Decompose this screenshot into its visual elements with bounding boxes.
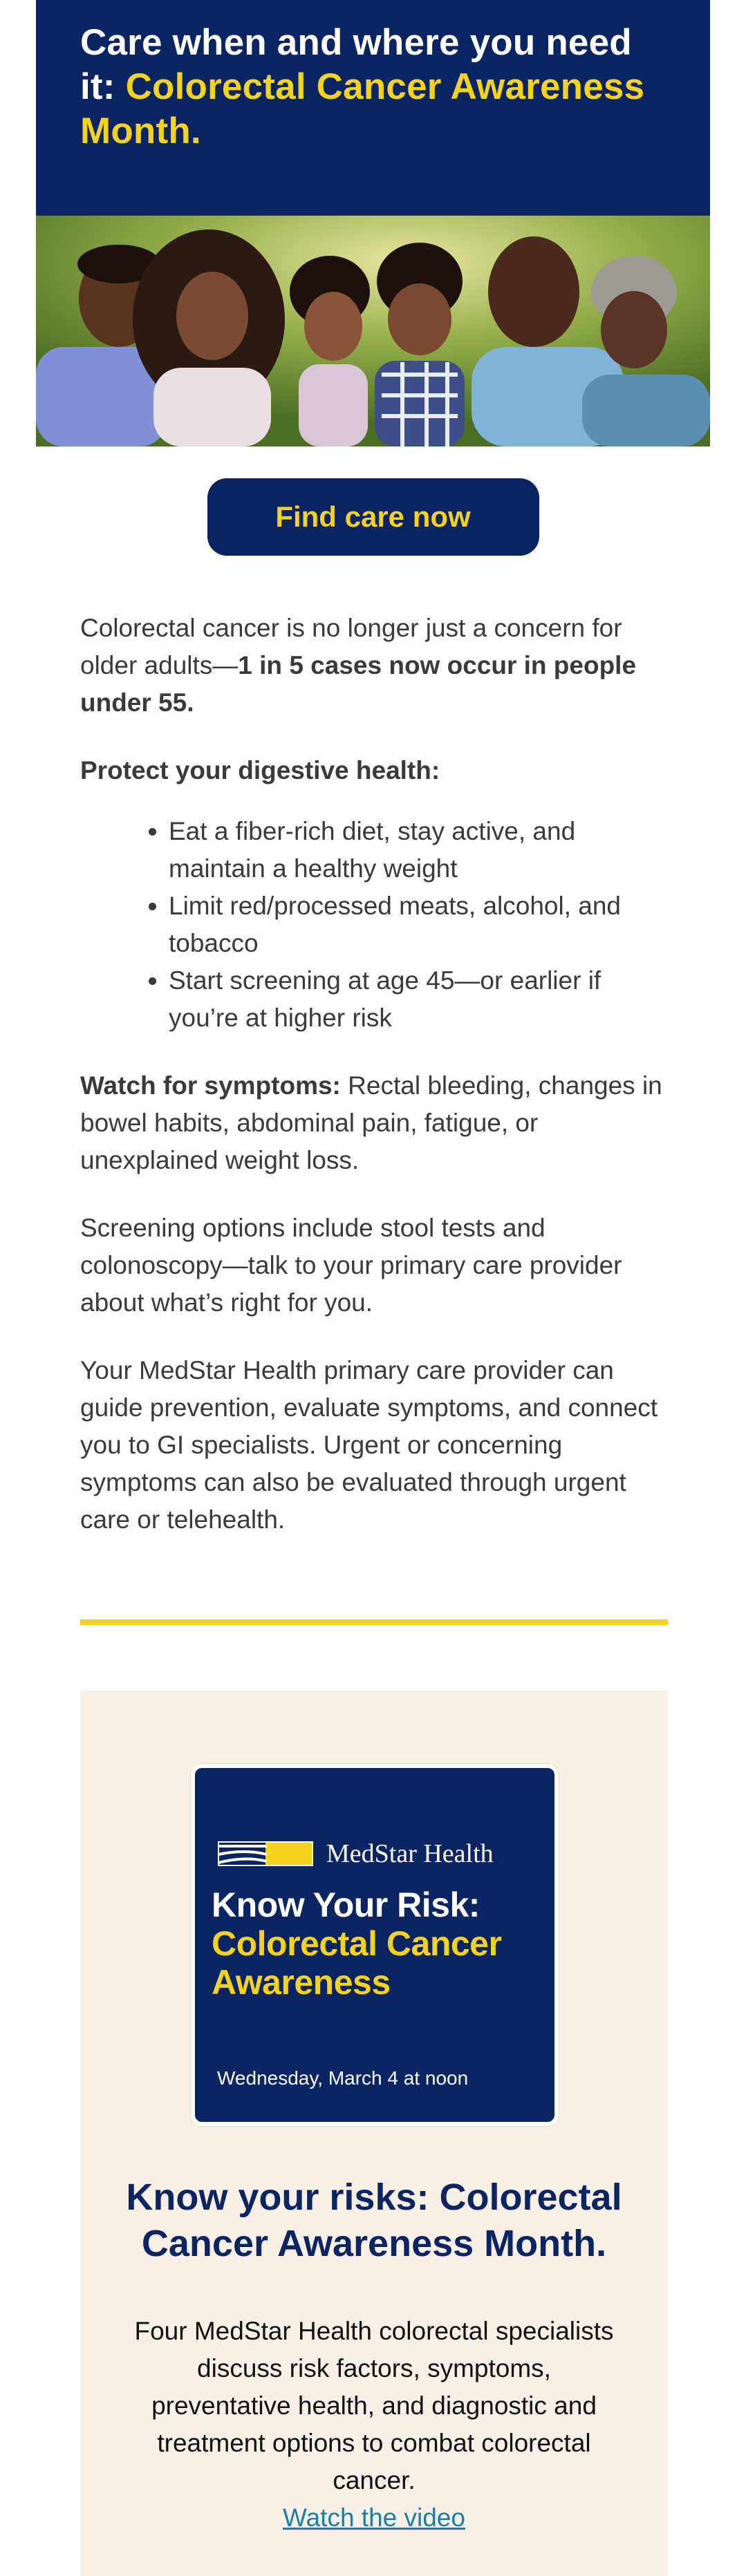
promo-video-thumbnail[interactable]: [191, 1764, 559, 2126]
family-photo: [36, 216, 710, 446]
protect-heading-text: Protect your digestive health:: [80, 756, 440, 784]
tips-list: [80, 813, 668, 1037]
find-care-button[interactable]: Find care now: [207, 478, 539, 556]
symptoms-paragraph: [80, 1067, 668, 1179]
list-item: • Start screening at age 45—or earlier if you’re at higher risk: [169, 962, 668, 1037]
body-copy: [80, 610, 668, 1569]
hero-header: [36, 0, 710, 216]
promo-section: [80, 1691, 668, 2576]
email-container: [36, 0, 710, 2576]
promo-card-title-highlight: Colorectal Cancer Awareness: [212, 1924, 502, 2002]
medstar-logo-text: MedStar Health: [326, 1839, 494, 1868]
protect-heading: [80, 752, 668, 789]
promo-heading: Know your risks: Colorectal Cancer Awareness Month.: [126, 2177, 622, 2264]
hero-title: [80, 21, 666, 153]
intro-statistic: 1 in 5 cases now occur in people under 55.: [80, 651, 637, 717]
promo-text: [129, 2313, 619, 2537]
promo-card-title: [212, 1886, 543, 2002]
screening-paragraph: Screening options include stool tests and colonoscopy—talk to your primary care provider about what’s right for you.: [80, 1214, 622, 1317]
yellow-divider: [80, 1619, 668, 1625]
provider-paragraph: Your MedStar Health primary care provider can guide prevention, evaluate symptoms, and connect you to GI specialists. Urgent or concerning symptoms can also be evaluated through urgent care or telehealth.: [80, 1356, 658, 1534]
watch-video-link[interactable]: Watch the video: [283, 2503, 465, 2532]
promo-card-date: Wednesday, March 4 at noon: [217, 2067, 469, 2089]
list-item: • Eat a fiber-rich diet, stay active, and maintain a healthy weight: [169, 813, 668, 887]
hero-title-prefix: Care when and where you need it:: [80, 22, 632, 107]
medstar-logo: [217, 1840, 494, 1868]
promo-description: Four MedStar Health colorectal specialists discuss risk factors, symptoms, preventative health, and diagnostic and treatment options to combat colorectal cancer.: [134, 2317, 614, 2494]
promo-card-title-line1: Know Your Risk:: [212, 1886, 480, 1924]
symptoms-text: Rectal bleeding, changes in bowel habits, abdominal pain, fatigue, or unexplained weight loss.: [80, 1071, 662, 1174]
intro-text: Colorectal cancer is no longer just a concern for older adults—: [80, 614, 622, 679]
hero-title-highlight: Colorectal Cancer Awareness Month.: [80, 66, 645, 151]
family-photo-illustration: [36, 216, 710, 446]
symptoms-label: Watch for symptoms:: [80, 1071, 341, 1100]
cta-wrapper: [36, 478, 710, 556]
list-item: • Limit red/processed meats, alcohol, and tobacco: [169, 887, 668, 962]
medstar-logo-icon: [217, 1841, 314, 1867]
intro-paragraph: [80, 610, 668, 722]
